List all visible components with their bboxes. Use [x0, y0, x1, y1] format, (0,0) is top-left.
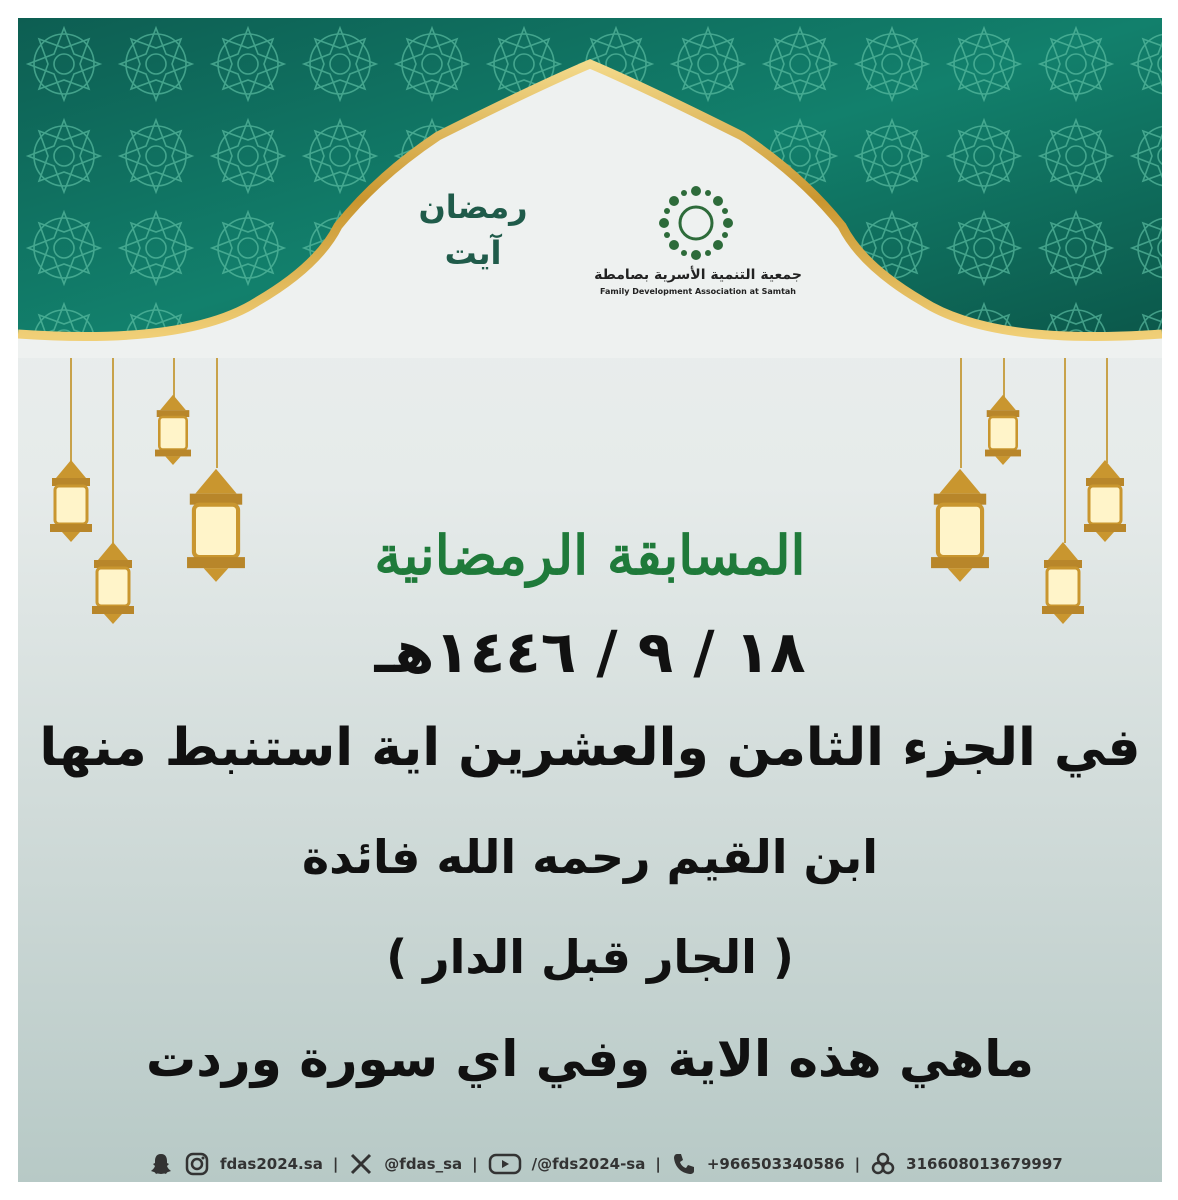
lamp-string — [173, 358, 175, 398]
ramadan-ayat-logo — [413, 186, 593, 296]
association-logo — [578, 183, 818, 303]
wreath-icon — [656, 183, 736, 263]
poster — [18, 18, 1162, 1182]
separator: | — [854, 1155, 861, 1173]
ramadan-logo-line2: آيت — [444, 234, 502, 272]
x-handle[interactable]: @fdas_sa — [384, 1155, 463, 1173]
license-number: 316608013679997 — [906, 1155, 1063, 1173]
ramadan-logo-line1: رمضان — [418, 188, 528, 226]
lantern-icon — [148, 393, 198, 465]
lamp-string — [70, 358, 72, 463]
association-name-ar: جمعية التنمية الأسرية بصامطة — [594, 267, 802, 283]
separator: | — [332, 1155, 339, 1173]
footer-contacts — [148, 1146, 1063, 1182]
question-line-1: في الجزء الثامن والعشرين اية استنبط منها — [39, 718, 1141, 778]
lamp-string — [960, 358, 962, 468]
lamp-string — [1106, 358, 1108, 463]
lamp-string — [216, 358, 218, 468]
quote-line: ( الجار قبل الدار ) — [386, 930, 794, 984]
phone-icon[interactable] — [671, 1151, 697, 1177]
youtube-handle[interactable]: /@fds2024-sa — [531, 1155, 646, 1173]
question-line-4: ماهي هذه الاية وفي اي سورة وردت — [146, 1030, 1034, 1088]
snapchat-icon[interactable] — [148, 1151, 174, 1177]
separator: | — [472, 1155, 478, 1173]
lamp-string — [112, 358, 114, 543]
instagram-icon[interactable] — [184, 1151, 210, 1177]
association-name-en: Family Development Association at Samtah — [599, 287, 796, 296]
question-line-2: ابن القيم رحمه الله فائدة — [302, 830, 878, 884]
phone-number[interactable]: +966503340586 — [706, 1155, 845, 1173]
youtube-icon[interactable] — [488, 1151, 522, 1177]
instagram-handle[interactable]: fdas2024.sa — [220, 1155, 323, 1173]
lamp-string — [1064, 358, 1066, 543]
page-title: المسابقة الرمضانية — [374, 523, 806, 587]
license-icon — [870, 1151, 896, 1177]
hijri-date: ١٨ / ٩ / ١٤٤٦هـ — [374, 618, 806, 686]
lamp-string — [1003, 358, 1005, 398]
lantern-icon — [978, 393, 1028, 465]
x-icon[interactable] — [348, 1151, 374, 1177]
separator: | — [655, 1155, 661, 1173]
